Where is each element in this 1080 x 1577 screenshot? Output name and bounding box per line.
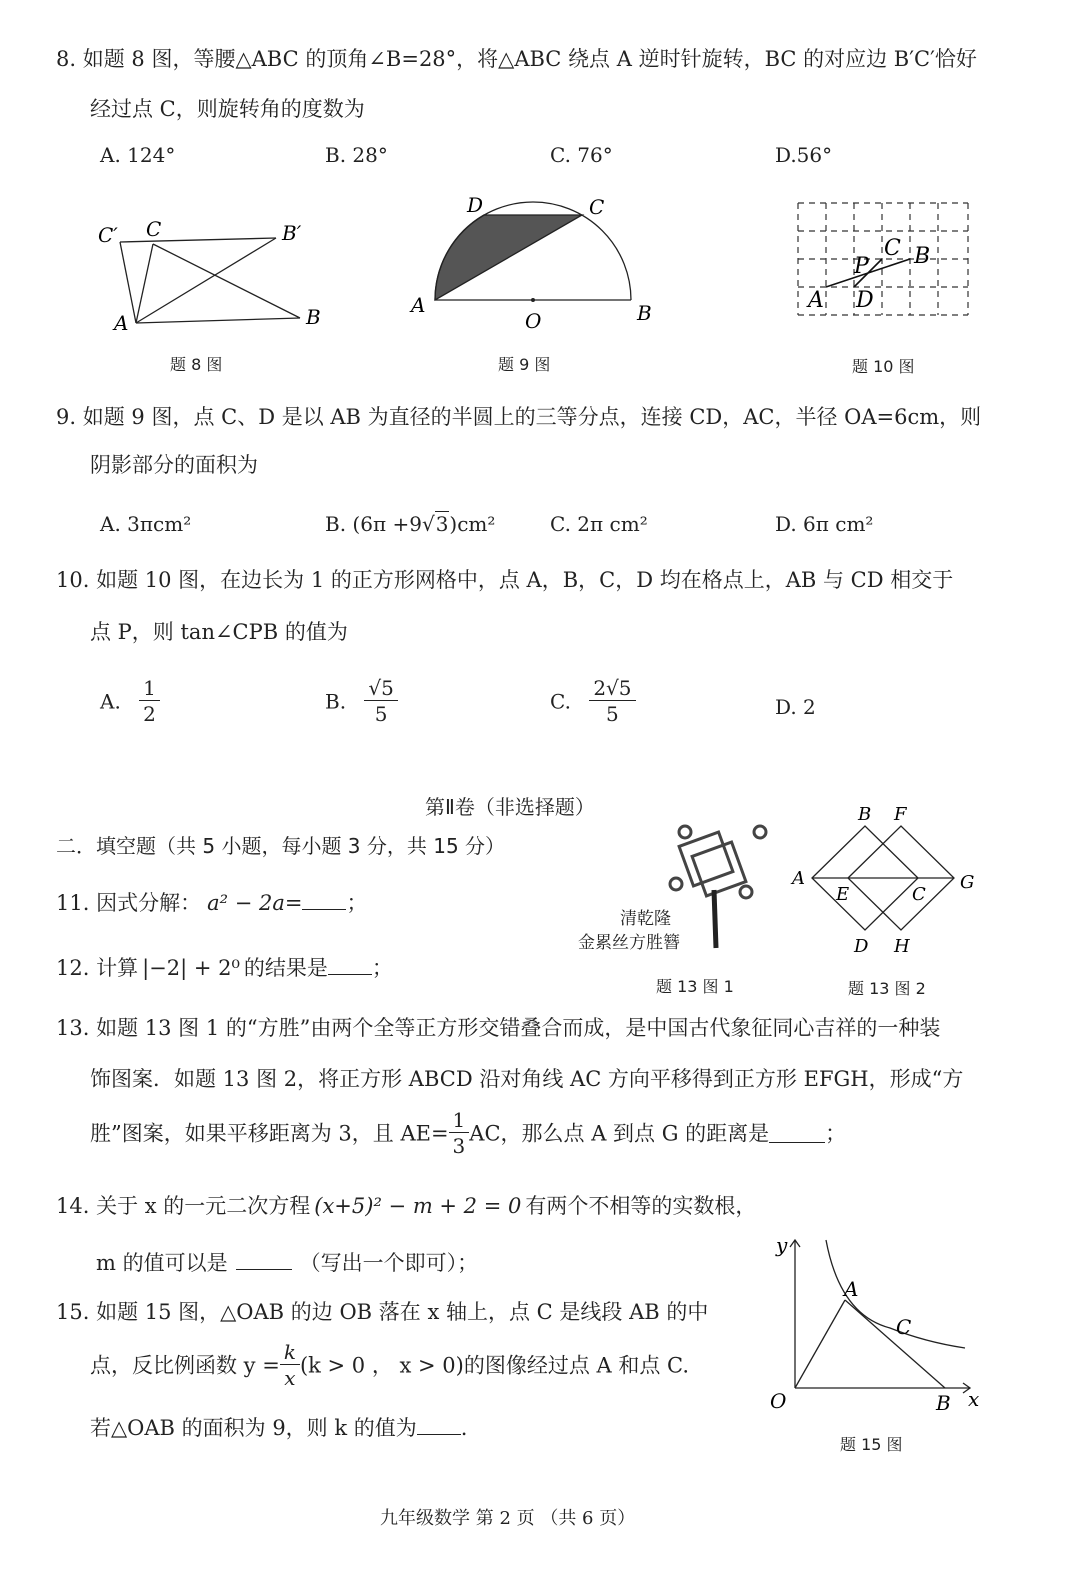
page-footer: 九年级数学 第 2 页 （共 6 页） [380,1508,636,1529]
fig13-caption-2: 题 13 图 2 [848,979,926,998]
q8-option-c: C. 76° [550,143,613,167]
fig15-label-y: y [776,1233,788,1257]
figure-10 [790,195,980,325]
fig13-caption-1: 题 13 图 1 [656,977,734,996]
q13-line2: 饰图案．如题 13 图 2，将正方形 ABCD 沿对角线 AC 方向平移得到正方形 EFGH，形成“方 [90,1067,964,1091]
fig9-caption: 题 9 图 [498,355,551,374]
fig13-diagram [790,800,980,960]
q14-answer-blank[interactable] [236,1251,292,1270]
q8-line1: 8. 如题 8 图，等腰△ABC 的顶角∠B=28°，将△ABC 绕点 A 逆时针旋转，BC 的对应边 B′C′恰好 [56,47,977,71]
q10-option-c: C. $\frac{2√5}{5}$ [550,676,636,727]
fig10-label-b: B [914,244,931,269]
fig15-label-c: C [896,1315,912,1339]
section2-heading: 二．填空题（共 5 小题，每小题 3 分，共 15 分） [56,834,506,858]
q12: 12. 计算 |−2| + 2⁰ 的结果是 ； [56,956,393,980]
q14-line2: m 的值可以是 （写出一个即可）； [96,1251,479,1275]
fig13-label-d: D [854,936,869,957]
fig10-label-d: D [856,288,874,313]
q9-option-d: D. 6π cm² [775,512,874,536]
figure-9 [405,190,665,340]
q11: 11. 因式分解： a² − 2a= ； [56,891,368,915]
q9-option-a: A. 3πcm² [100,512,192,536]
fig15-caption: 题 15 图 [840,1435,903,1454]
fig8-caption: 题 8 图 [170,355,223,374]
q10-option-a: A. $\frac{1}{2}$ [100,676,160,727]
fig13-label-h: H [894,936,910,957]
q8-line2: 经过点 C，则旋转角的度数为 [90,97,365,121]
q13-line3: 胜”图案，如果平移距离为 3，且 AE= $\frac{1}{3}$ AC，那么点 A 到点 G 的距离是 ； [90,1108,847,1158]
fig13-label-c: C [912,884,926,905]
fig15-label-o: O [770,1389,787,1413]
q10-line2: 点 P，则 tan∠CPB 的值为 [90,620,348,644]
q9-line2: 阴影部分的面积为 [90,453,258,477]
fig9-label-a: A [411,293,426,317]
q8-option-a: A. 124° [100,143,176,167]
fig9-label-c: C [589,195,605,219]
q14-line1: 14. 关于 x 的一元二次方程 (x+5)² − m + 2 = 0 有两个不相等的实数根， [56,1194,757,1218]
q13-answer-blank[interactable] [769,1124,825,1143]
fig15-label-b: B [936,1391,951,1415]
q12-answer-blank[interactable] [328,956,372,975]
fig8-label-c-prime: C′ [98,223,118,247]
q8-option-d: D.56° [775,143,833,167]
q15-line3: 若△OAB 的面积为 9，则 k 的值为 . [90,1416,468,1440]
q10-option-b: B. $\frac{√5}{5}$ [325,676,398,727]
fig10-caption: 题 10 图 [852,357,915,376]
q15-answer-blank[interactable] [417,1416,461,1435]
fig10-label-p: P [854,254,869,279]
q9-option-b: B. (6π +9√3)cm² [325,512,496,536]
fig10-label-c: C [884,236,901,261]
q11-answer-blank[interactable] [302,891,346,910]
q8-option-b: B. 28° [325,143,388,167]
fig8-label-b-prime: B′ [282,221,302,245]
fig13-label-e: E [836,884,850,905]
fig13-label-a: A [792,868,805,889]
fig15-label-a: A [844,1277,859,1301]
q9-option-c: C. 2π cm² [550,512,648,536]
fig13-label-b: B [858,804,872,825]
figure-15 [760,1230,980,1420]
fig8-label-b: B [306,305,321,329]
q10-option-d: D. 2 [775,695,816,719]
fig8-label-a: A [114,311,129,335]
fig9-label-b: B [637,301,652,325]
fig13-pic-caption-2: 金累丝方胜簪 [578,933,680,953]
figure-8 [90,210,330,340]
fig9-label-d: D [467,193,484,217]
fig10-label-a: A [808,288,824,313]
q10-line1: 10. 如题 10 图，在边长为 1 的正方形网格中，点 A，B，C，D 均在格点上，AB 与 CD 相交于 [56,568,954,592]
q15-line1: 15. 如题 15 图，△OAB 的边 OB 落在 x 轴上，点 C 是线段 AB 的中 [56,1300,709,1324]
section2-title: 第Ⅱ卷（非选择题） [425,795,595,819]
fig8-label-c: C [146,217,162,241]
fig13-label-g: G [960,872,975,893]
fig15-label-x: x [968,1387,980,1411]
q15-line2: 点，反比例函数 y = $\frac{k}{x}$ (k > 0 ， x > 0)的图像经过点 A 和点 C. [90,1340,690,1390]
fig9-label-o: O [525,309,542,333]
q13-line1: 13. 如题 13 图 1 的“方胜”由两个全等正方形交错叠合而成，是中国古代象征同心吉祥的一种装 [56,1016,941,1040]
q9-line1: 9. 如题 9 图，点 C、D 是以 AB 为直径的半圆上的三等分点，连接 CD，AC，半径 OA=6cm，则 [56,405,982,429]
fig13-pic-caption-1: 清乾隆 [620,909,671,929]
fig13-label-f: F [894,804,907,825]
